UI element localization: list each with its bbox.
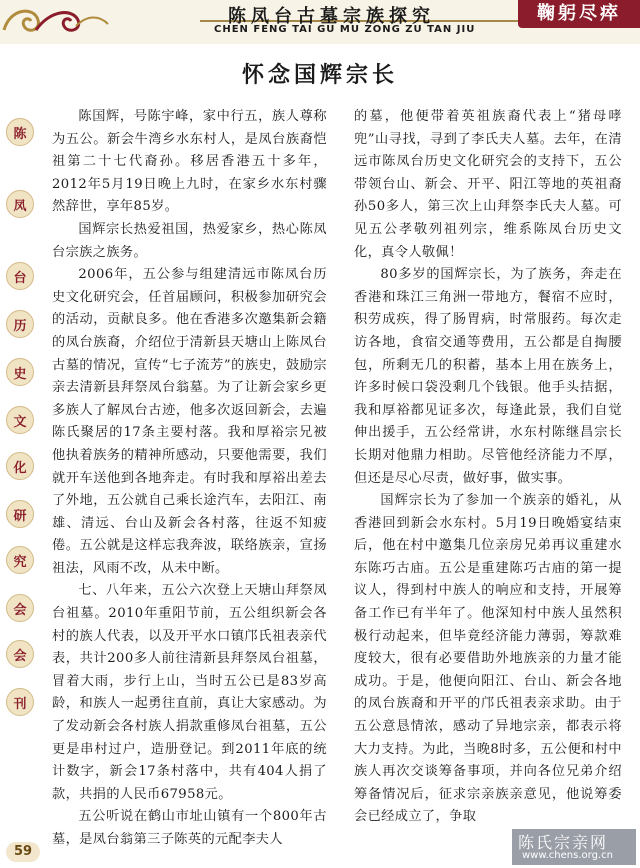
sidebar-label-char: 研 <box>6 500 34 528</box>
article-paragraph: 的墓，他便带着英祖族裔代表上“猪母哮兜”山寻找，寻到了李氏夫人墓。去年，在清远市陈凤台历史文化研究会的支持下，五公带领台山、新会、开平、阳江等地的英祖裔孙50多人，第三次上山拜祭李氏夫人墓。可见五公孝敬列祖列宗，维系陈凤台历史文化，真令人敬佩！ <box>354 109 622 260</box>
cloud-swirl-ornament-icon <box>0 0 110 40</box>
article-paragraph: 国辉宗长为了参加一个族亲的婚礼，从香港回到新会水东村。5月19日晚婚宴结束后，他在村中邀集几位亲房兄弟再议重建水东陈巧古庙。五公是重建陈巧古庙的第一提议人，得到村中族人的响应和支持，开展筹备工作已有半年了。他深知村中族人虽然积极行动起来，但毕竟经济能力薄弱，筹款难度较大，很有必要借助外地族亲的力量才能成功。于是，他便向阳江、台山、新会各地的凤台族裔和开平的邝氏祖表亲求助。由于五公意恳情浓，感动了异地宗亲，都表示将大力支持。为此，当晚8时多，五公便和村中族人再次交谈筹备事项，并向各位兄弟介绍筹备情况后，征求宗亲族亲意见，他说筹委会已经成立了，争取 <box>354 493 622 825</box>
article-left-column <box>52 106 327 852</box>
sidebar-journal-label <box>0 44 40 824</box>
article-right-column <box>354 106 622 829</box>
magazine-title: 陈凤台古墓宗族探究 <box>228 6 435 27</box>
page-number: 59 <box>6 842 40 862</box>
sidebar-label-char: 历 <box>6 310 34 338</box>
article-title: 怀念国辉宗长 <box>241 62 398 88</box>
column-tag: 鞠躬尽瘁 <box>518 0 640 28</box>
watermark-url: www.chens.org.cn <box>522 850 613 861</box>
sidebar-label-char: 究 <box>6 546 34 574</box>
sidebar-label-char: 化 <box>6 452 34 480</box>
sidebar-label-char: 台 <box>6 262 34 290</box>
sidebar-label-char: 文 <box>6 406 34 434</box>
sidebar-label-char: 会 <box>6 640 34 668</box>
article-paragraph: 80多岁的国辉宗长，为了族务，奔走在香港和珠江三角洲一带地方，餐宿不应时，积劳成疾，得了肠胃病，时常服药。每次走访各地，食宿交通等费用，五公都是自掏腰包，所剩无几的积蓄，基本上用在族务上，许多时候口袋没剩几个钱银。他手头拮据，我和厚裕都见证多次，每逢此景，我们自觉伸出援手，五公经常讲，水东村陈继昌宗长长期对他鼎力相助。尽管他经济能力不厚，但还是尽心尽责，做好事，做实事。 <box>354 267 622 486</box>
article-paragraph: 陈国辉，号陈宇峰，家中行五，族人尊称为五公。新会牛湾乡水东村人，是凤台族裔恺祖第二十七代裔孙。移居香港五十多年，2012年5月19日晚上九时，在家乡水东村骤然辞世，享年85岁。 <box>52 109 327 215</box>
sidebar-label-char: 陈 <box>6 118 34 146</box>
sidebar-label-char: 史 <box>6 358 34 386</box>
magazine-title-en: CHEN FENG TAI GU MU ZONG ZU TAN JIU <box>214 24 476 35</box>
sidebar-label-char: 凤 <box>6 190 34 218</box>
article-paragraph: 七、八年来，五公六次登上天塘山拜祭凤台祖墓。2010年重阳节前，五公组织新会各村的族人代表，以及开平水口镇邝氏祖表亲代表，共计200多人前往清新县拜祭凤台祖墓，冒着大雨，步行上山，当时五公已是83岁高龄，和族人一起勇往直前，真让大家感动。为了发动新会各村族人捐款重修凤台祖墓，五公更是串村过户，造册登记。到2011年底的统计数字，新会17条村落中，共有404人捐了款，共捐的人民币67958元。 <box>52 583 327 802</box>
site-watermark <box>512 829 636 865</box>
page-header <box>0 0 640 44</box>
sidebar-label-char: 刊 <box>6 688 34 716</box>
article-paragraph: 国辉宗长热爱祖国，热爱家乡，热心陈凤台宗族之族务。 <box>52 221 327 260</box>
sidebar-label-char: 会 <box>6 594 34 622</box>
article-paragraph: 2006年，五公参与组建清远市陈凤台历史文化研究会，任首届顾问，积极参加研究会的活动，贡献良多。他在香港多次邀集新会籍的凤台族裔，介绍位于清新县天塘山上陈凤台古墓的情况，宣传“七子流芳”的族史，鼓励宗亲去清新县拜祭凤台翁墓。为了让新会家乡更多族人了解凤台古迹，他多次返回新会，去遍陈氏聚居的17条主要村落。我和厚裕宗兄被他执着族务的精神所感动，只要他需要，我们就开车送他到各地奔走。有时我和厚裕出差去了外地，五公就自己乘长途汽车，去阳江、南雄、清远、台山及新会各村落，往返不知疲倦。五公就是这样忘我奔波，联络族亲，宣扬祖法，风雨不改，从未中断。 <box>52 267 327 576</box>
article-paragraph: 五公听说在鹤山市址山镇有一个800年古墓，是凤台翁第三子陈英的元配李夫人 <box>52 809 327 847</box>
watermark-text: 陈氏宗亲网 <box>518 833 609 852</box>
